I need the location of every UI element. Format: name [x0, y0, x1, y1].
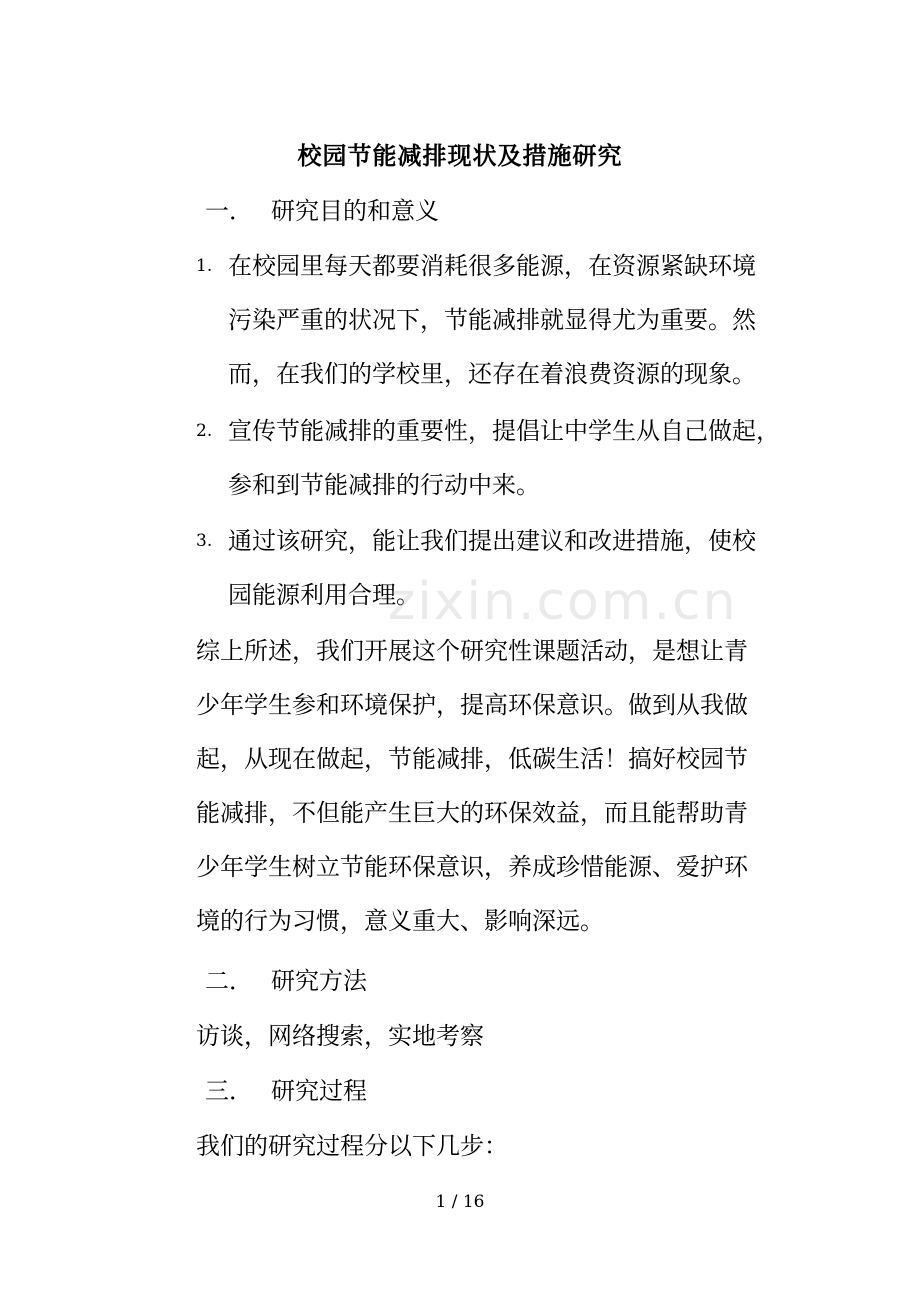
section-heading-2 — [205, 963, 367, 999]
list-item-line: 园能源利用合理。 — [228, 581, 420, 609]
list-item-line: 宣传节能减排的重要性，提倡让中学生从自己做起， — [228, 417, 780, 445]
watermark: zixin.com.cn — [388, 572, 738, 632]
list-marker: 3. — [196, 531, 213, 551]
paragraph-line: 境的行为习惯，意义重大、影响深远。 — [196, 907, 604, 935]
list-marker: 1. — [196, 256, 213, 276]
section-number: 三． — [205, 1077, 253, 1105]
section-label: 研究目的和意义 — [271, 197, 439, 225]
paragraph-line: 访谈，网络搜索，实地考察 — [196, 1022, 484, 1050]
list-marker: 2. — [196, 421, 213, 441]
paragraph-line: 我们的研究过程分以下几步： — [196, 1132, 508, 1160]
list-item-line: 参和到节能减排的行动中来。 — [228, 471, 540, 499]
paragraph-line: 综上所述，我们开展这个研究性课题活动，是想让青 — [196, 637, 748, 665]
list-item-line: 污染严重的状况下，节能减排就显得尤为重要。然 — [228, 306, 756, 334]
section-label: 研究方法 — [271, 967, 367, 995]
paragraph-line: 少年学生参和环境保护，提高环保意识。做到从我做 — [196, 691, 748, 719]
section-heading-1 — [205, 193, 439, 229]
section-number: 二． — [205, 967, 253, 995]
paragraph-line: 少年学生树立节能环保意识，养成珍惜能源、爱护环 — [196, 853, 748, 881]
list-item-line: 通过该研究，能让我们提出建议和改进措施，使校 — [228, 527, 756, 555]
section-label: 研究过程 — [271, 1077, 367, 1105]
paragraph-line: 起，从现在做起，节能减排，低碳生活！搞好校园节 — [196, 745, 748, 773]
list-item-line: 在校园里每天都要消耗很多能源，在资源紧缺环境 — [228, 252, 756, 280]
section-number: 一． — [205, 197, 253, 225]
list-item-line: 而，在我们的学校里，还存在着浪费资源的现象。 — [228, 360, 756, 388]
document-title: 校园节能减排现状及措施研究 — [297, 142, 623, 170]
paragraph-line: 能减排，不但能产生巨大的环保效益，而且能帮助青 — [196, 799, 748, 827]
page-indicator: 1 / 16 — [435, 1192, 485, 1212]
section-heading-3 — [205, 1073, 367, 1109]
